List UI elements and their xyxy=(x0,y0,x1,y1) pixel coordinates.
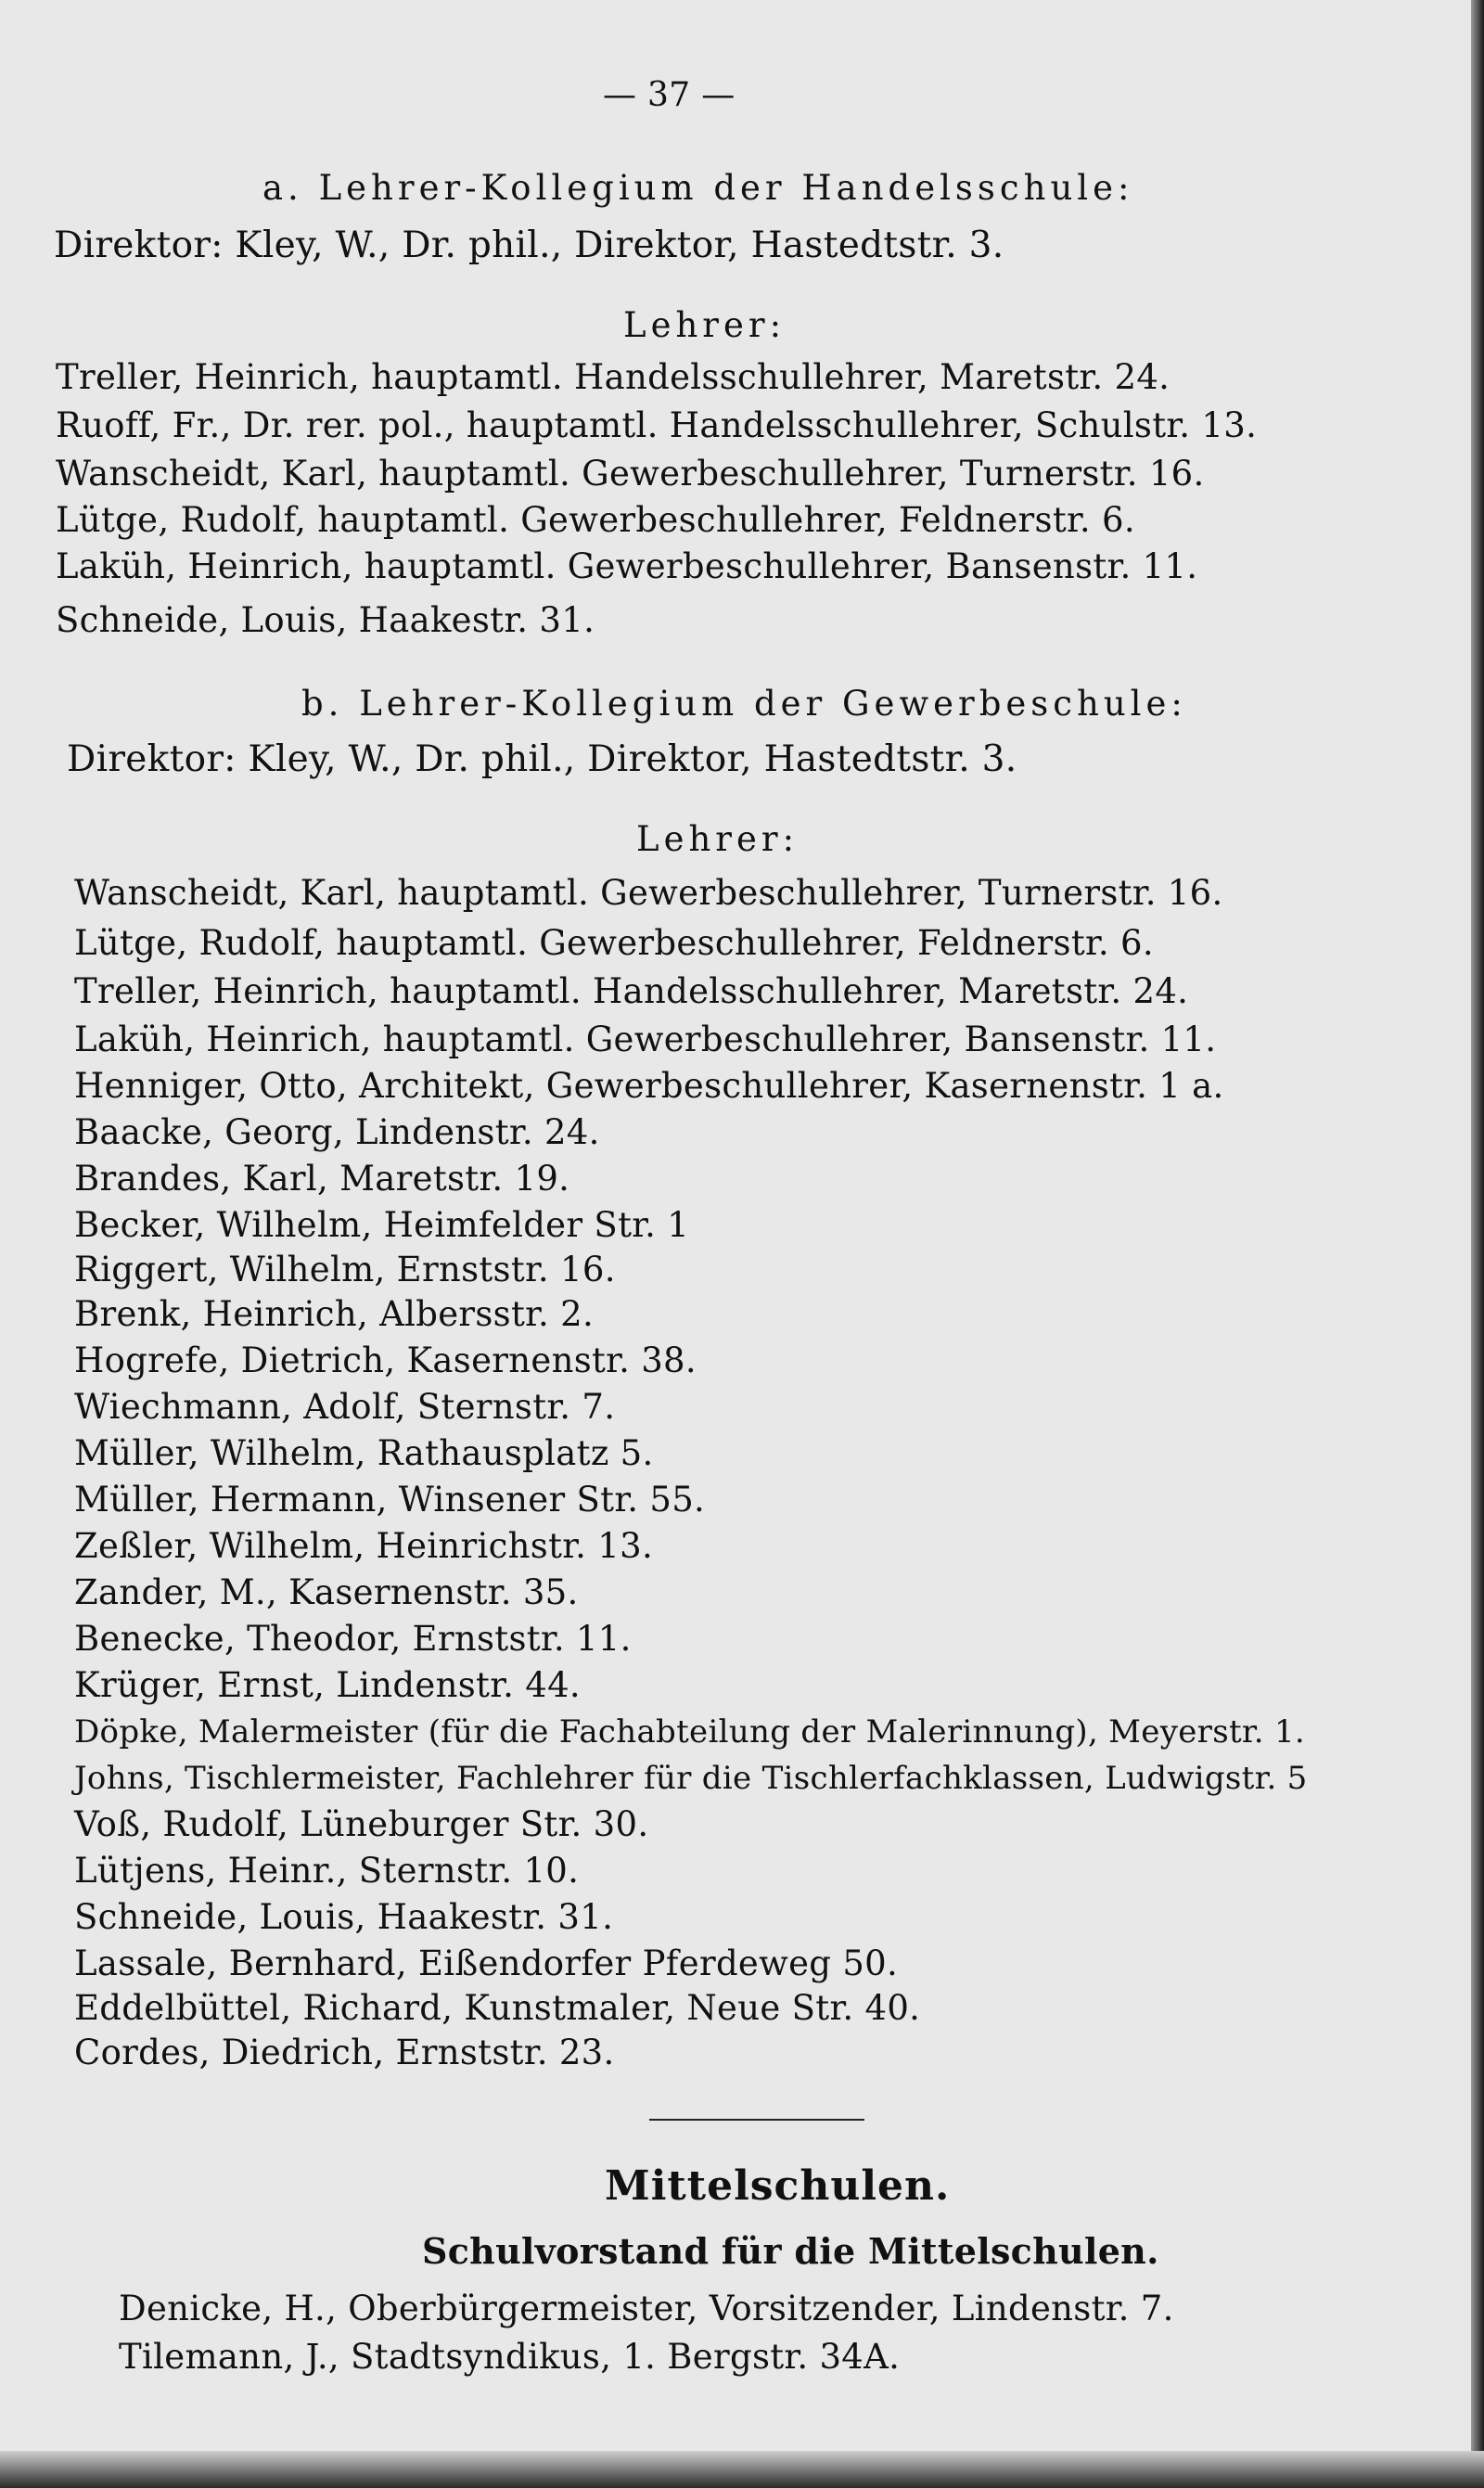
section-b-teacher: Becker, Wilhelm, Heimfelder Str. 1 xyxy=(74,1205,690,1245)
section-b-teacher: Cordes, Diedrich, Ernststr. 23. xyxy=(74,2033,615,2072)
section-c-member: Tilemann, J., Stadtsyndikus, 1. Bergstr. 34A. xyxy=(119,2337,901,2377)
section-b-teacher: Lütge, Rudolf, hauptamtl. Gewerbeschullehrer, Feldnerstr. 6. xyxy=(74,923,1154,963)
section-a-teacher: Treller, Heinrich, hauptamtl. Handelsschullehrer, Maretstr. 24. xyxy=(56,357,1171,397)
page-number: — 37 — xyxy=(603,76,736,114)
section-divider xyxy=(649,2119,864,2121)
section-b-director: Direktor: Kley, W., Dr. phil., Direktor, Hastedtstr. 3. xyxy=(67,738,1017,780)
section-b-teacher: Henniger, Otto, Architekt, Gewerbeschullehrer, Kasernenstr. 1 a. xyxy=(74,1066,1224,1106)
section-b-teacher: Müller, Wilhelm, Rathausplatz 5. xyxy=(74,1433,654,1473)
section-b-teacher: Müller, Hermann, Winsener Str. 55. xyxy=(74,1480,706,1520)
section-b-teacher: Zander, M., Kasernenstr. 35. xyxy=(74,1572,579,1612)
section-b-teacher: Krüger, Ernst, Lindenstr. 44. xyxy=(74,1665,581,1705)
section-b-teacher: Eddelbüttel, Richard, Kunstmaler, Neue Str. 40. xyxy=(74,1988,921,2028)
section-b-teacher: Johns, Tischlermeister, Fachlehrer für die Tischlerfachklassen, Ludwigstr. 5 xyxy=(74,1760,1308,1797)
section-b-heading: b. Lehrer-Kollegium der Gewerbeschule: xyxy=(301,684,1187,724)
section-b-teacher: Benecke, Theodor, Ernststr. 11. xyxy=(74,1619,632,1659)
section-a-teacher: Schneide, Louis, Haakestr. 31. xyxy=(56,600,595,640)
section-b-teacher: Riggert, Wilhelm, Ernststr. 16. xyxy=(74,1250,616,1289)
section-c-title: Mittelschulen. xyxy=(605,2162,951,2210)
section-a-teachers-heading: Lehrer: xyxy=(623,305,787,345)
section-b-teachers-heading: Lehrer: xyxy=(636,819,800,859)
section-b-teacher: Schneide, Louis, Haakestr. 31. xyxy=(74,1897,614,1937)
section-b-teacher: Brandes, Karl, Maretstr. 19. xyxy=(74,1159,570,1199)
section-a-teacher: Ruoff, Fr., Dr. rer. pol., hauptamtl. Handelsschullehrer, Schulstr. 13. xyxy=(56,405,1258,445)
section-b-teacher: Baacke, Georg, Lindenstr. 24. xyxy=(74,1112,600,1152)
page-edge-shadow xyxy=(1471,0,1484,2488)
section-b-teacher: Döpke, Malermeister (für die Fachabteilung der Malerinnung), Meyerstr. 1. xyxy=(74,1713,1305,1751)
section-b-teacher: Lassale, Bernhard, Eißendorfer Pferdeweg 50. xyxy=(74,1943,899,1983)
section-a-teacher: Laküh, Heinrich, hauptamtl. Gewerbeschullehrer, Bansenstr. 11. xyxy=(56,546,1198,586)
section-c-member: Denicke, H., Oberbürgermeister, Vorsitzender, Lindenstr. 7. xyxy=(119,2289,1174,2328)
section-b-teacher: Wanscheidt, Karl, hauptamtl. Gewerbeschullehrer, Turnerstr. 16. xyxy=(74,873,1223,913)
section-a-director: Direktor: Kley, W., Dr. phil., Direktor, Hastedtstr. 3. xyxy=(54,224,1004,266)
section-b-teacher: Brenk, Heinrich, Albersstr. 2. xyxy=(74,1294,595,1334)
section-b-teacher: Hogrefe, Dietrich, Kasernenstr. 38. xyxy=(74,1340,697,1380)
section-c-subtitle: Schulvorstand für die Mittelschulen. xyxy=(422,2230,1159,2272)
section-b-teacher: Lütjens, Heinr., Sternstr. 10. xyxy=(74,1851,580,1891)
section-b-teacher: Wiechmann, Adolf, Sternstr. 7. xyxy=(74,1387,616,1427)
section-a-teacher: Lütge, Rudolf, hauptamtl. Gewerbeschullehrer, Feldnerstr. 6. xyxy=(56,500,1135,540)
section-b-teacher: Voß, Rudolf, Lüneburger Str. 30. xyxy=(74,1804,649,1844)
section-a-heading: a. Lehrer-Kollegium der Handelsschule: xyxy=(262,168,1134,208)
section-b-teacher: Zeßler, Wilhelm, Heinrichstr. 13. xyxy=(74,1526,654,1566)
section-b-teacher: Laküh, Heinrich, hauptamtl. Gewerbeschullehrer, Bansenstr. 11. xyxy=(74,1020,1217,1059)
section-a-teacher: Wanscheidt, Karl, hauptamtl. Gewerbeschullehrer, Turnerstr. 16. xyxy=(56,454,1205,494)
page-edge-shadow xyxy=(0,2451,1484,2488)
section-b-teacher: Treller, Heinrich, hauptamtl. Handelsschullehrer, Maretstr. 24. xyxy=(74,971,1189,1011)
